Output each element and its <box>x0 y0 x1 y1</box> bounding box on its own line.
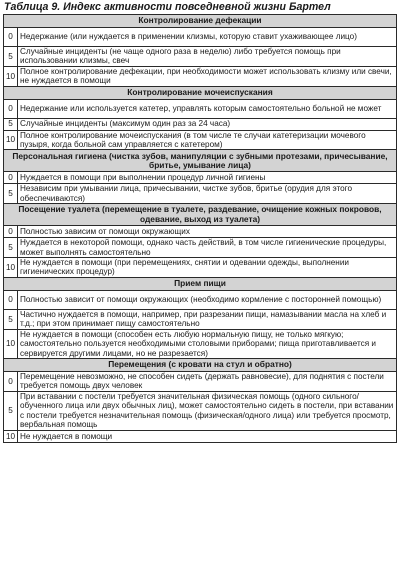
section-heading: Контролирование мочеиспускания <box>4 86 397 99</box>
section-heading: Перемещения (с кровати на стул и обратно) <box>4 358 397 371</box>
table-row <box>4 329 397 358</box>
section-heading: Персональная гигиена (чистка зубов, манипуляции с зубными протезами, причесывание, бритье, умывание лица) <box>4 150 397 172</box>
description-cell: Нуждается в некоторой помощи, однако часть действий, в том числе гигиенические процедуры, может выполнять самостоятельно <box>18 238 397 258</box>
section-heading: Контролирование дефекации <box>4 15 397 28</box>
score-cell: 5 <box>4 118 18 130</box>
section-row <box>4 86 397 99</box>
table-row <box>4 28 397 47</box>
description-cell: Случайные инциденты (не чаще одного раза в неделю) либо требуется помощь при использовании клизмы, свеч <box>18 47 397 67</box>
section-row <box>4 204 397 226</box>
section-row <box>4 358 397 371</box>
score-cell: 5 <box>4 391 18 430</box>
table-row <box>4 238 397 258</box>
score-cell: 0 <box>4 99 18 118</box>
score-cell: 0 <box>4 290 18 309</box>
description-cell: Нуждается в помощи при выполнении процедур личной гигиены <box>18 172 397 184</box>
description-cell: Независим при умывании лица, причесывании, чистке зубов, бритье (орудия для этого обеспечиваются) <box>18 184 397 204</box>
description-cell: Случайные инциденты (максимум один раз за 24 часа) <box>18 118 397 130</box>
table-row <box>4 66 397 86</box>
description-cell: Перемещение невозможно, не способен сидеть (держать равновесие), для поднятия с постели требуется помощь двух человек <box>18 371 397 391</box>
section-row <box>4 277 397 290</box>
description-cell: Частично нуждается в помощи, например, при разрезании пищи, намазывании масла на хлеб и т.д.; при этом принимает пищу самостоятельно <box>18 309 397 329</box>
section-row <box>4 15 397 28</box>
score-cell: 0 <box>4 226 18 238</box>
description-cell: Полное контролирование мочеиспускания (в том числе те случаи катетеризации мочевого пузыря, когда больной сам управляется с катетером) <box>18 130 397 150</box>
score-cell: 10 <box>4 430 18 442</box>
table-caption: Таблица 9. Индекс активности повседневной жизни Бартел <box>4 1 331 13</box>
score-cell: 10 <box>4 66 18 86</box>
score-cell: 10 <box>4 130 18 150</box>
description-cell: Полное контролирование дефекации, при необходимости может использовать клизму или свечи, не нуждается в помощи <box>18 66 397 86</box>
description-cell: Недержание (или нуждается в применении клизмы, которую ставит ухаживающее лицо) <box>18 28 397 47</box>
table-row <box>4 118 397 130</box>
score-cell: 5 <box>4 47 18 67</box>
barthel-index-table <box>3 14 397 443</box>
section-row <box>4 150 397 172</box>
score-cell: 10 <box>4 258 18 278</box>
description-cell: Не нуждается в помощи (при перемещениях, снятии и одевании одежды, выполнении гигиенических процедур) <box>18 258 397 278</box>
score-cell: 10 <box>4 329 18 358</box>
table-row <box>4 290 397 309</box>
description-cell: При вставании с постели требуется значительная физическая помощь (одного сильного/обученного лица или двух обычных лиц), может самостоятельно сидеть в постели, при вставании с постели требуется незначительная помощь (физическая/одного лица) или требуется просмотр, вербальная помощь <box>18 391 397 430</box>
score-cell: 5 <box>4 309 18 329</box>
table-row <box>4 309 397 329</box>
score-cell: 5 <box>4 238 18 258</box>
score-cell: 5 <box>4 184 18 204</box>
score-cell: 0 <box>4 371 18 391</box>
description-cell: Полностью зависим от помощи окружающих <box>18 226 397 238</box>
description-cell: Не нуждается в помощи (способен есть любую нормальную пищу, не только мягкую; самостоятельно пользуется необходимыми столовыми приборами; пища приготавливается и сервируется другими лицами, но не разрезается) <box>18 329 397 358</box>
table-row <box>4 184 397 204</box>
table-row <box>4 172 397 184</box>
table-row <box>4 47 397 67</box>
table-row <box>4 430 397 442</box>
table-row <box>4 130 397 150</box>
description-cell: Недержание или используется катетер, управлять которым самостоятельно больной не может <box>18 99 397 118</box>
description-cell: Полностью зависит от помощи окружающих (необходимо кормление с посторонней помощью) <box>18 290 397 309</box>
table-row <box>4 391 397 430</box>
description-cell: Не нуждается в помощи <box>18 430 397 442</box>
score-cell: 0 <box>4 172 18 184</box>
table-row <box>4 258 397 278</box>
table-row <box>4 226 397 238</box>
table-row <box>4 371 397 391</box>
section-heading: Прием пищи <box>4 277 397 290</box>
section-heading: Посещение туалета (перемещение в туалете, раздевание, очищение кожных покровов, одевание, выход из туалета) <box>4 204 397 226</box>
score-cell: 0 <box>4 28 18 47</box>
table-row <box>4 99 397 118</box>
